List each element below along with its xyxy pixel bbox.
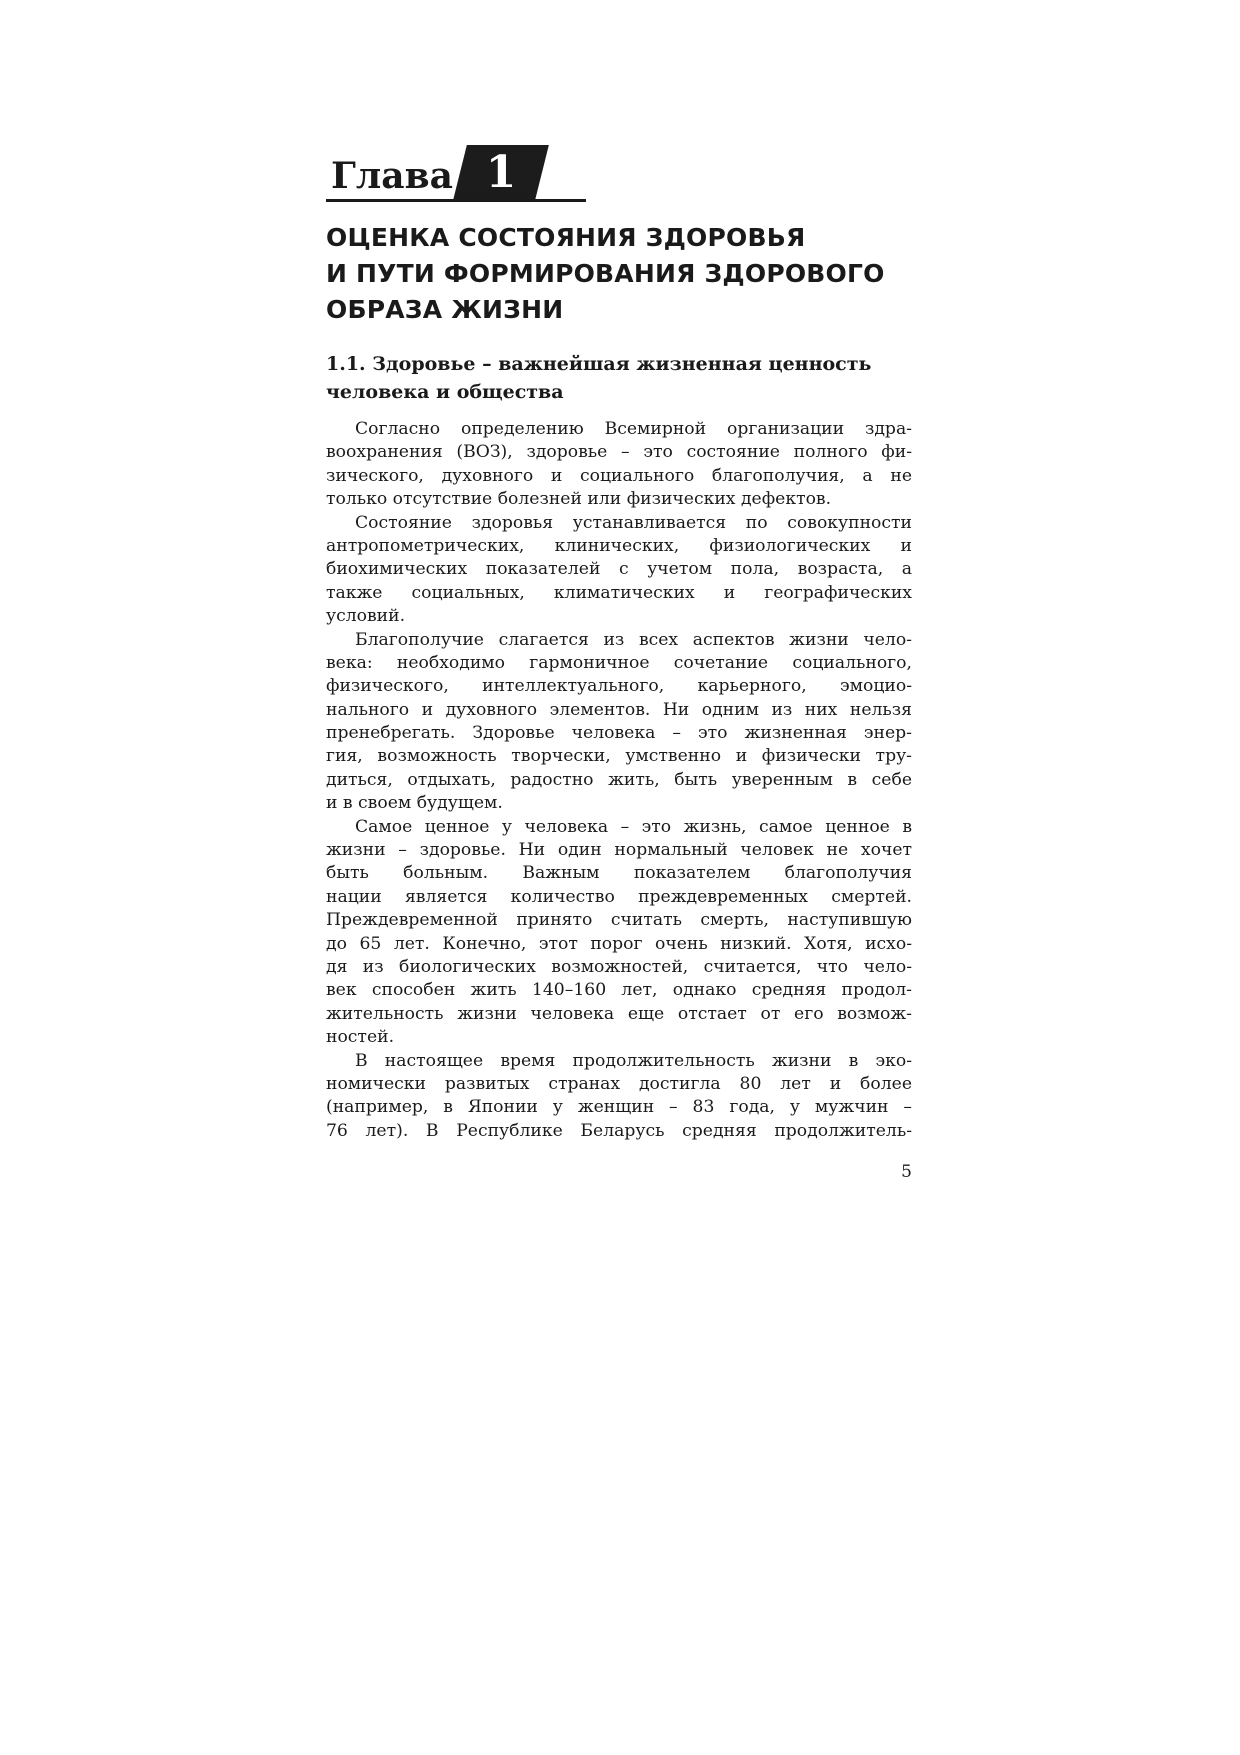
text-line: В настоящее время продолжительность жизни в эко-: [355, 1050, 912, 1071]
text-line: пренебрегать. Здоровье человека – это жизненная энер-: [326, 723, 912, 744]
text-line: физического, интеллектуального, карьерного, эмоцио-: [326, 676, 912, 697]
chapter-number: 1: [485, 147, 517, 198]
text-line: дя из биологических возможностей, считается, что чело-: [326, 956, 912, 977]
chapter-rule: [326, 199, 586, 202]
text-line: нации является количество преждевременных смертей.: [326, 886, 912, 907]
section-title-line: человека и общества: [326, 381, 564, 403]
text-line: (например, в Японии у женщин – 83 года, у мужчин –: [326, 1097, 912, 1118]
text-line: жизни – здоровье. Ни один нормальный человек не хочет: [326, 840, 912, 861]
chapter-label: Глава: [331, 155, 453, 197]
chapter-heading: [326, 145, 596, 205]
text-line: жительность жизни человека еще отстает от его возмож-: [326, 1003, 912, 1024]
text-line: Благополучие слагается из всех аспектов жизни чело-: [355, 629, 912, 650]
text-line: биохимических показателей с учетом пола, возраста, а: [326, 559, 912, 580]
chapter-title-line: ОЦЕНКА СОСТОЯНИЯ ЗДОРОВЬЯ: [326, 223, 806, 252]
text-line: Преждевременной принято считать смерть, наступившую: [326, 910, 912, 931]
text-line: Самое ценное у человека – это жизнь, самое ценное в: [355, 816, 912, 837]
text-line: 76 лет). В Республике Беларусь средняя продолжитель-: [326, 1120, 912, 1141]
text-line: зического, духовного и социального благополучия, а не: [326, 465, 912, 486]
text-line: Согласно определению Всемирной организации здра-: [355, 419, 912, 439]
chapter-title-line: ОБРАЗА ЖИЗНИ: [326, 295, 564, 324]
text-line: быть больным. Важным показателем благополучия: [326, 863, 912, 884]
section-title-line: 1.1. Здоровье – важнейшая жизненная ценность: [326, 353, 872, 375]
text-line: века: необходимо гармоничное сочетание социального,: [326, 652, 912, 673]
text-line: воохранения (ВОЗ), здоровье – это состояние полного фи-: [326, 442, 912, 463]
chapter-title: [326, 220, 926, 328]
text-line: антропометрических, клинических, физиологических и: [326, 535, 912, 556]
text-line: только отсутствие болезней или физических дефектов.: [326, 489, 832, 510]
page-number: 5: [901, 1162, 912, 1182]
text-line: диться, отдыхать, радостно жить, быть уверенным в себе: [326, 769, 912, 790]
text-line: век способен жить 140–160 лет, однако средняя продол-: [326, 980, 912, 1001]
text-line: Состояние здоровья устанавливается по совокупности: [355, 512, 912, 533]
text-line: условий.: [326, 606, 406, 627]
text-line: также социальных, климатических и географических: [326, 582, 912, 603]
text-line: гия, возможность творчески, умственно и физически тру-: [326, 746, 912, 767]
chapter-title-line: И ПУТИ ФОРМИРОВАНИЯ ЗДОРОВОГО: [326, 259, 885, 288]
text-line: нального и духовного элементов. Ни одним из них нельзя: [326, 699, 912, 720]
text-line: и в своем будущем.: [326, 793, 503, 814]
section-title: [326, 350, 926, 406]
body-text: [326, 418, 912, 1143]
text-line: до 65 лет. Конечно, этот порог очень низкий. Хотя, исхо-: [326, 933, 912, 954]
text-line: номически развитых странах достигла 80 лет и более: [326, 1073, 912, 1094]
text-line: ностей.: [326, 1027, 395, 1048]
